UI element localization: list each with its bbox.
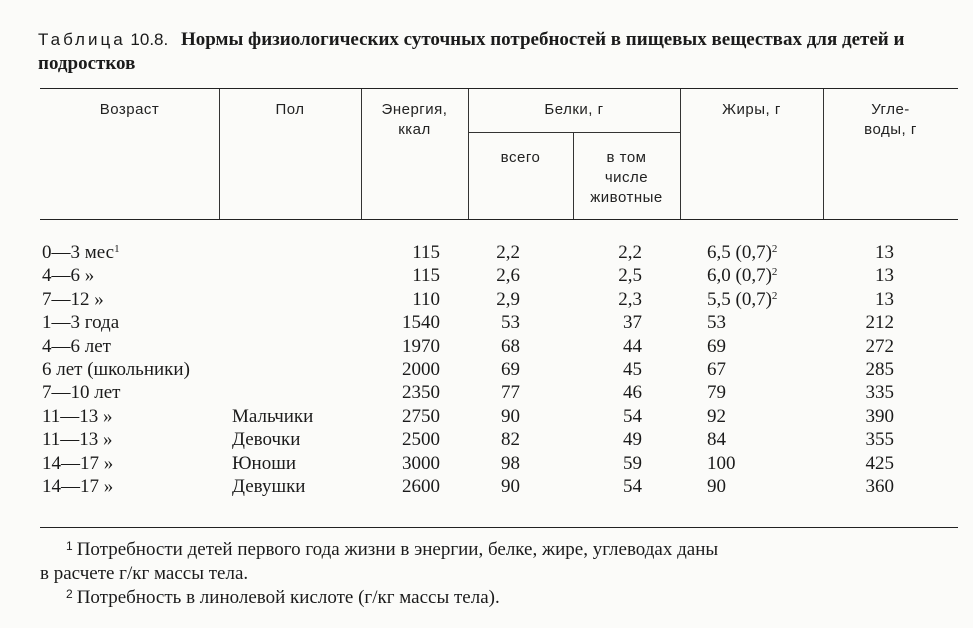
cell-protein-animal-text: 45	[623, 359, 642, 380]
cell-energy-text: 110	[412, 288, 440, 310]
cell-fat-text: 90	[707, 476, 726, 497]
cell-sex	[232, 452, 296, 475]
cell-protein-animal	[602, 405, 642, 428]
cell-protein-animal	[602, 475, 642, 498]
cell-carbs	[832, 358, 894, 381]
cell-age	[42, 358, 190, 381]
cell-fat	[707, 428, 726, 451]
table-row	[0, 358, 973, 381]
header-fat: Жиры, г	[722, 101, 781, 118]
cell-carbs-text: 285	[865, 359, 894, 380]
cell-protein-total	[480, 358, 520, 381]
cell-energy	[372, 358, 440, 381]
cell-fat	[707, 475, 726, 498]
cell-carbs	[832, 264, 894, 287]
cell-sex-text: Юноши	[232, 452, 296, 474]
cell-age-text: 14—17 »	[42, 476, 114, 497]
cell-energy-text: 1540	[402, 312, 440, 334]
cell-protein-total-text: 90	[501, 476, 520, 497]
footnote-marker: 1	[114, 243, 120, 255]
cell-age	[42, 475, 113, 498]
footnote-2-ref: 2	[66, 587, 73, 601]
cell-age	[42, 264, 94, 287]
footnote-marker: 2	[771, 266, 778, 279]
cell-energy-text: 2600	[402, 476, 440, 497]
cell-protein-animal-text: 2,2	[618, 242, 642, 263]
caption-number: 10.8.	[130, 30, 169, 49]
cell-protein-animal-text: 54	[623, 405, 642, 427]
cell-energy	[372, 335, 440, 358]
header-bottom-rule	[40, 219, 958, 220]
cell-protein-total	[480, 475, 520, 498]
header-carbs-line2: воды, г	[864, 121, 917, 138]
cell-energy	[372, 381, 440, 404]
cell-age-text: 4—6 лет	[42, 335, 111, 357]
footnote-1-continuation: в расчете г/кг массы тела.	[40, 563, 249, 584]
cell-age	[42, 405, 113, 428]
protein-subheader-rule	[468, 132, 680, 133]
header-sex: Пол	[275, 101, 305, 118]
cell-fat	[707, 335, 726, 358]
cell-age-text: 7—10 лет	[42, 382, 121, 404]
table-caption	[38, 28, 938, 76]
cell-carbs-text: 335	[865, 382, 894, 404]
cell-protein-animal	[602, 381, 642, 404]
cell-protein-animal	[602, 264, 642, 287]
table-row	[0, 264, 973, 287]
cell-protein-total-text: 68	[501, 335, 520, 357]
header-age: Возраст	[99, 101, 160, 118]
cell-protein-animal	[602, 452, 642, 475]
cell-protein-total	[480, 452, 520, 475]
cell-protein-total-text: 2,6	[496, 265, 520, 287]
cell-fat-text: 6,5 (0,7)	[707, 242, 772, 263]
caption-title: Нормы физиологических суточных потребностей в пищевых веществах для детей и подростков	[38, 29, 905, 74]
table-bottom-rule	[40, 527, 958, 528]
cell-protein-total-text: 69	[501, 359, 520, 380]
cell-carbs-text: 13	[875, 242, 894, 263]
cell-protein-animal-text: 37	[623, 312, 642, 334]
cell-age-text: 0—3 мес	[42, 242, 115, 263]
cell-sex-text: Девочки	[232, 429, 301, 451]
header-carbs	[823, 100, 958, 140]
cell-age-text: 14—17 »	[42, 452, 114, 474]
header-protein-animal-line2: числе	[604, 169, 649, 186]
table-row	[0, 241, 973, 264]
header-energy-line2: ккал	[398, 121, 431, 138]
cell-fat-text: 100	[707, 452, 736, 474]
cell-protein-total	[480, 381, 520, 404]
header-protein-animal	[573, 148, 680, 208]
cell-carbs-text: 212	[865, 312, 894, 334]
table-row	[0, 475, 973, 498]
cell-age	[42, 335, 111, 358]
cell-sex	[232, 475, 305, 498]
cell-protein-total	[480, 288, 520, 311]
cell-sex-text: Мальчики	[232, 405, 314, 427]
cell-protein-animal	[602, 335, 642, 358]
table-row	[0, 381, 973, 404]
cell-fat-text: 79	[707, 382, 726, 404]
header-protein-animal-line3: животные	[590, 189, 663, 206]
cell-fat	[707, 405, 726, 428]
cell-protein-animal-text: 2,3	[618, 288, 642, 310]
footnote-2-text: Потребность в линолевой кислоте (г/кг массы тела).	[76, 587, 500, 608]
cell-fat	[707, 358, 726, 381]
cell-carbs-text: 355	[865, 429, 894, 451]
cell-fat	[707, 241, 777, 264]
cell-energy-text: 2750	[402, 405, 440, 427]
cell-age	[42, 241, 120, 264]
cell-protein-animal	[602, 428, 642, 451]
cell-age-text: 6 лет (школьники)	[42, 359, 190, 380]
footnote-marker: 2	[771, 289, 778, 302]
cell-protein-total-text: 53	[501, 312, 520, 334]
cell-carbs	[832, 428, 894, 451]
cell-protein-animal	[602, 288, 642, 311]
cell-carbs	[832, 452, 894, 475]
cell-protein-animal-text: 59	[623, 452, 642, 474]
cell-fat	[707, 452, 736, 475]
footnote-1-ref: 1	[66, 539, 73, 553]
cell-protein-total-text: 2,9	[496, 288, 520, 310]
cell-protein-animal-text: 46	[623, 382, 642, 404]
cell-protein-total-text: 98	[501, 452, 520, 474]
cell-fat-text: 92	[707, 405, 726, 427]
cell-protein-animal-text: 2,5	[618, 265, 642, 287]
cell-protein-animal-text: 49	[623, 429, 642, 451]
header-protein: Белки, г	[544, 101, 604, 118]
cell-sex	[232, 428, 300, 451]
cell-fat-text: 67	[707, 359, 726, 380]
table-row	[0, 452, 973, 475]
cell-age	[42, 381, 120, 404]
table-row	[0, 311, 973, 334]
cell-energy	[372, 405, 440, 428]
cell-protein-total	[480, 311, 520, 334]
cell-carbs-text: 272	[865, 335, 894, 357]
cell-fat	[707, 381, 726, 404]
table-row	[0, 288, 973, 311]
cell-carbs	[832, 288, 894, 311]
cell-protein-total-text: 2,2	[496, 242, 520, 263]
cell-protein-animal	[602, 241, 642, 264]
cell-sex-text: Девушки	[232, 476, 306, 497]
cell-energy	[372, 288, 440, 311]
cell-carbs	[832, 405, 894, 428]
table-row	[0, 405, 973, 428]
footnote-1-line1: Потребности детей первого года жизни в энергии, белке, жире, углеводах даны	[76, 539, 719, 560]
cell-energy	[372, 311, 440, 334]
cell-energy-text: 2350	[402, 382, 440, 404]
cell-protein-total	[480, 264, 520, 287]
cell-protein-total	[480, 241, 520, 264]
cell-age	[42, 288, 104, 311]
cell-carbs-text: 425	[865, 452, 894, 474]
header-protein-total: всего	[500, 149, 541, 166]
table-row	[0, 428, 973, 451]
cell-carbs-text: 390	[865, 405, 894, 427]
cell-protein-animal	[602, 311, 642, 334]
cell-carbs	[832, 241, 894, 264]
cell-carbs	[832, 335, 894, 358]
header-carbs-line1: Угле-	[871, 101, 910, 118]
cell-energy	[372, 428, 440, 451]
cell-energy-text: 3000	[402, 452, 440, 474]
footnote-1	[40, 539, 940, 561]
cell-protein-animal	[602, 358, 642, 381]
cell-protein-total-text: 82	[501, 429, 520, 451]
cell-age-text: 11—13 »	[42, 405, 113, 427]
cell-carbs-text: 13	[875, 288, 894, 310]
cell-energy-text: 2000	[402, 359, 440, 380]
cell-energy	[372, 452, 440, 475]
cell-energy-text: 1970	[402, 335, 440, 357]
cell-carbs-text: 13	[875, 265, 894, 287]
cell-energy-text: 2500	[402, 429, 440, 451]
header-energy	[361, 100, 468, 140]
cell-protein-total-text: 77	[501, 382, 520, 404]
cell-fat	[707, 264, 777, 287]
header-protein-animal-line1: в том	[606, 149, 647, 166]
cell-fat	[707, 288, 777, 311]
cell-sex	[232, 405, 313, 428]
cell-carbs-text: 360	[865, 476, 894, 497]
footnote-2	[40, 587, 940, 609]
cell-protein-total	[480, 428, 520, 451]
cell-age	[42, 428, 113, 451]
cell-age-text: 11—13 »	[42, 429, 113, 451]
cell-energy	[372, 241, 440, 264]
cell-protein-animal-text: 44	[623, 335, 642, 357]
cell-fat-text: 6,0 (0,7)	[707, 265, 772, 287]
cell-energy-text: 115	[412, 265, 440, 287]
header-energy-line1: Энергия,	[381, 101, 448, 118]
caption-label: Таблица	[38, 30, 126, 49]
cell-protein-total	[480, 335, 520, 358]
cell-fat-text: 53	[707, 312, 726, 334]
cell-energy	[372, 475, 440, 498]
table-row	[0, 335, 973, 358]
cell-fat-text: 5,5 (0,7)	[707, 288, 772, 310]
cell-fat-text: 69	[707, 335, 726, 357]
cell-age	[42, 452, 113, 475]
cell-carbs	[832, 311, 894, 334]
table-top-rule	[40, 88, 958, 89]
cell-energy-text: 115	[412, 242, 440, 263]
cell-energy	[372, 264, 440, 287]
cell-protein-total-text: 90	[501, 405, 520, 427]
cell-age-text: 1—3 года	[42, 312, 120, 334]
cell-age	[42, 311, 119, 334]
cell-fat-text: 84	[707, 429, 726, 451]
cell-carbs	[832, 381, 894, 404]
cell-fat	[707, 311, 726, 334]
cell-protein-animal-text: 54	[623, 476, 642, 497]
cell-protein-total	[480, 405, 520, 428]
cell-carbs	[832, 475, 894, 498]
footnote-marker: 2	[771, 243, 778, 255]
cell-age-text: 4—6 »	[42, 265, 95, 287]
cell-age-text: 7—12 »	[42, 288, 104, 310]
